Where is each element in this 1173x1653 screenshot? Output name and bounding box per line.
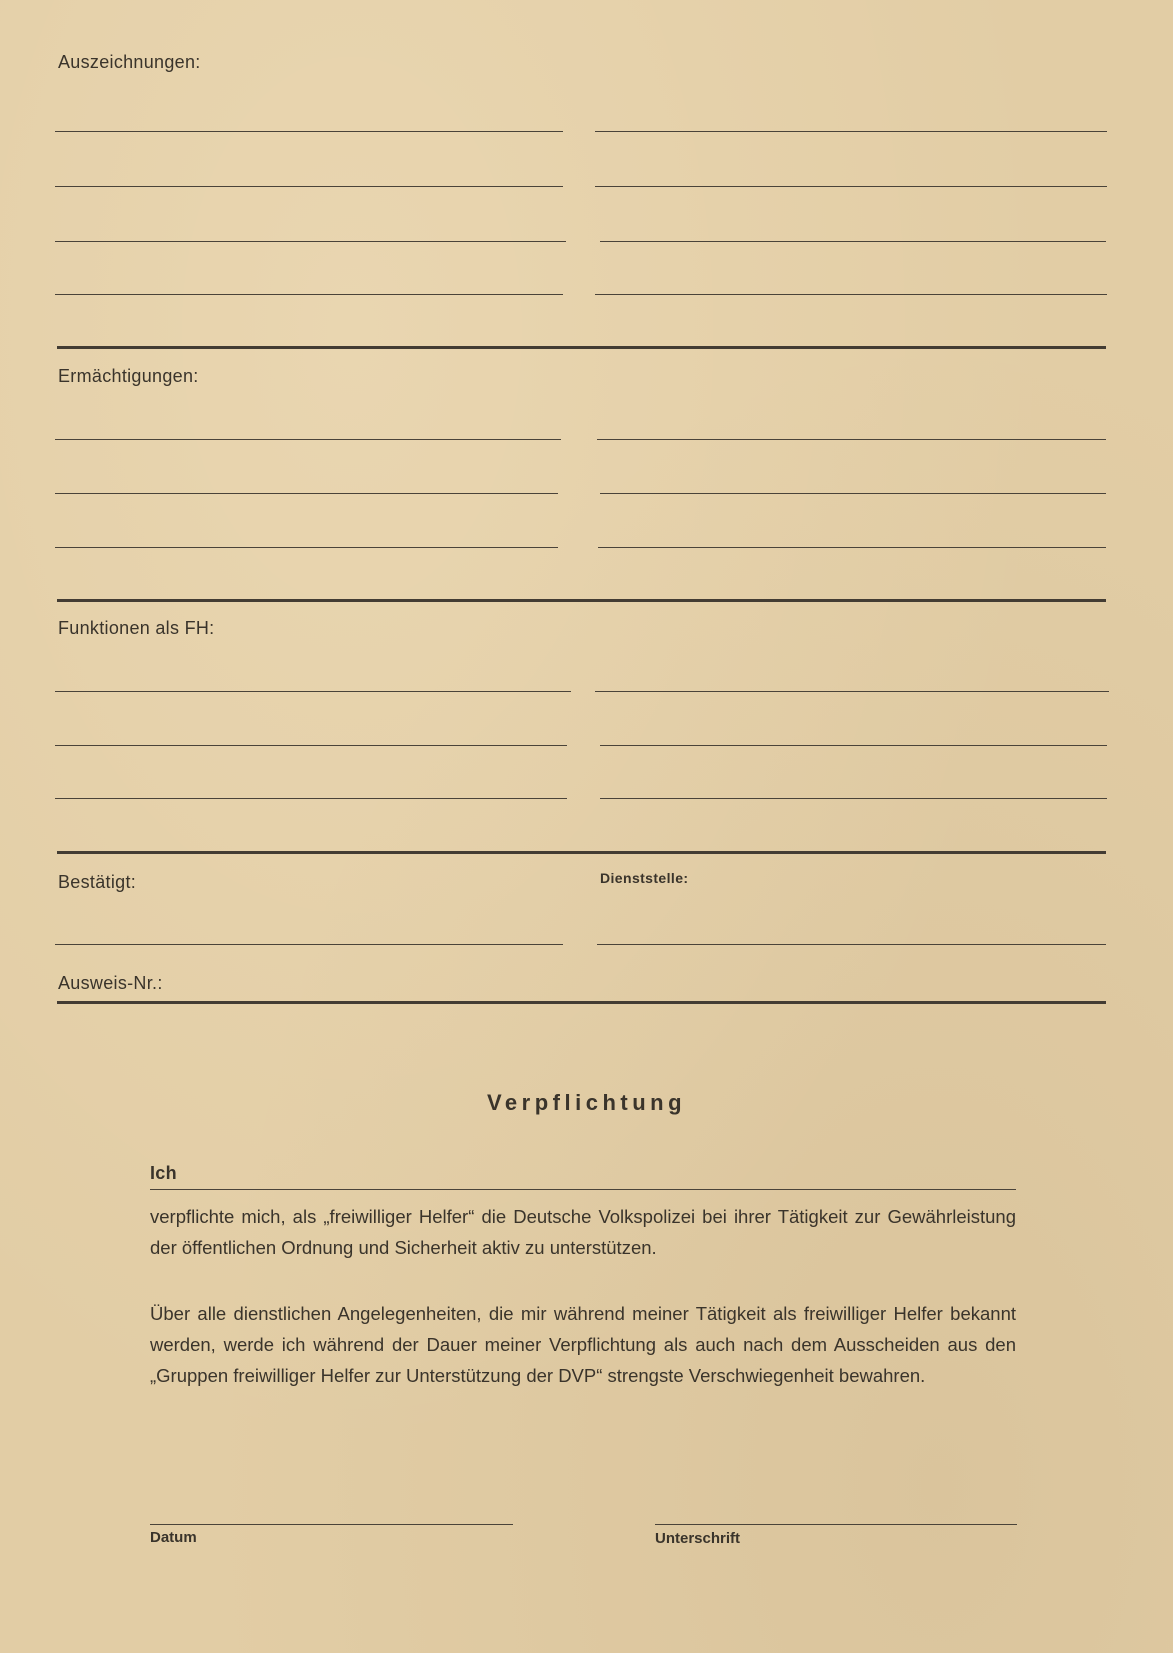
unterschrift-line[interactable] (655, 1524, 1017, 1525)
datum-label: Datum (150, 1529, 197, 1546)
ermaechtigungen-line-right-2[interactable] (600, 493, 1106, 494)
funktionen-line-left-1[interactable] (55, 691, 571, 692)
ermaechtigungen-line-right-3[interactable] (598, 547, 1106, 548)
auszeichnungen-line-right-2[interactable] (595, 186, 1107, 187)
auszeichnungen-line-left-1[interactable] (55, 131, 563, 132)
verpflichtung-paragraph-1: verpflichte mich, als „freiwilliger Helfer“ die Deutsche Volkspolizei bei ihrer Tätigkeit zur Gewährleistung der öffentlichen Ordnung und Sicherheit aktiv zu unterstützen. (150, 1206, 1016, 1258)
bestaetigt-line[interactable] (55, 944, 563, 945)
funktionen-line-left-3[interactable] (55, 798, 567, 799)
auszeichnungen-line-left-4[interactable] (55, 294, 563, 295)
funktionen-line-right-3[interactable] (600, 798, 1107, 799)
ermaechtigungen-line-left-1[interactable] (55, 439, 561, 440)
unterschrift-label: Unterschrift (655, 1530, 741, 1547)
verpflichtung-title: Verpflichtung (486, 1090, 687, 1115)
bestaetigt-label: Bestätigt: (58, 872, 137, 892)
funktionen-line-right-2[interactable] (600, 745, 1107, 746)
ich-name-line[interactable] (150, 1189, 1016, 1190)
funktionen-line-left-2[interactable] (55, 745, 567, 746)
ermaechtigungen-line-left-2[interactable] (55, 493, 558, 494)
auszeichnungen-line-left-2[interactable] (55, 186, 563, 187)
section-divider-1 (57, 346, 1106, 349)
auszeichnungen-line-right-3[interactable] (600, 241, 1106, 242)
ausweis-label: Ausweis-Nr.: (58, 973, 163, 993)
section-divider-4 (57, 1001, 1106, 1004)
funktionen-label: Funktionen als FH: (58, 618, 215, 638)
auszeichnungen-line-left-3[interactable] (55, 241, 566, 242)
dienststelle-line[interactable] (597, 944, 1106, 945)
funktionen-line-right-1[interactable] (595, 691, 1109, 692)
dienststelle-label: Dienststelle: (600, 870, 689, 886)
section-divider-2 (57, 599, 1106, 602)
ermaechtigungen-line-right-1[interactable] (597, 439, 1106, 440)
ermaechtigungen-label: Ermächtigungen: (58, 366, 199, 386)
datum-line[interactable] (150, 1524, 513, 1525)
section-divider-3 (57, 851, 1106, 854)
ich-label: Ich (150, 1163, 177, 1183)
auszeichnungen-line-right-1[interactable] (595, 131, 1107, 132)
verpflichtung-paragraph-2: Über alle dienstlichen Angelegenheiten, die mir während meiner Tätigkeit als freiwilliger Helfer bekannt werden, werde ich während der Dauer meiner Verpflichtung als auch nach dem Ausscheiden aus den „Gruppen freiwilliger Helfer zur Unterstützung der DVP“ strengste Verschwiegenheit bewahren. (150, 1303, 1016, 1386)
auszeichnungen-label: Auszeichnungen: (58, 52, 201, 72)
auszeichnungen-line-right-4[interactable] (595, 294, 1107, 295)
ermaechtigungen-line-left-3[interactable] (55, 547, 558, 548)
